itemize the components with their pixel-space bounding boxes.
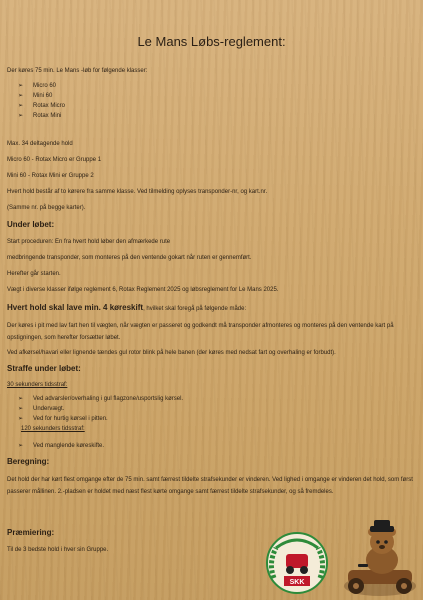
arrow-bullet-icon: ➢ [18,416,24,422]
scoring-text: Det hold der har kørt flest omgange efter de 75 min. samt færrest tildelte strafsekunder er vinderen. Ved lighed i omgange er vinderen det hold, som først passerer mållinen. 2.-pladsen er holdet med næst flest kørte omgange samt færrest tildelte strafsekunder, og så fremdeles. [7,477,413,495]
arrow-bullet-icon: ➢ [18,83,24,89]
scoring-heading: Beregning: [7,457,50,466]
class-item: ➢ Rotax Micro [18,103,66,109]
page-title: Le Mans Løbs-reglement: [137,34,286,49]
arrow-bullet-icon: ➢ [18,93,24,99]
info-line: Mini 60 - Rotax Mini er Gruppe 2 [7,173,94,179]
prize-text: Til de 3 bedste hold i hver sin Gruppe. [7,547,109,553]
under-line: medbringende transponder, som monteres på den ventende gokart når ruten er gennemført. [7,255,252,261]
penalty-120-list [18,441,104,451]
prize-heading: Præmiering: [7,528,55,537]
info-line: Max. 34 deltagende hold [7,141,73,147]
under-heading: Under løbet: [7,220,55,229]
intro-text: Der køres 75 min. Le Mans -løb for følgende klasser: [7,68,148,74]
penalty-item: ➢ Ved advarsler/overhaling i gul flagzone/usportslig kørsel. [18,396,184,402]
arrow-bullet-icon: ➢ [18,396,24,402]
arrow-bullet-icon: ➢ [18,406,24,412]
penalty-30-list [18,394,183,424]
penalty-item: ➢ Ved manglende køreskifte. [18,443,105,449]
stop-heading-tail: , hvilket skal foregå på følgende måde: [143,306,247,312]
club-logo [262,528,332,598]
class-item: ➢ Micro 60 [18,83,57,89]
penalty-120-label: 120 sekunders tidsstraf: [21,426,85,432]
mascot-logo [338,518,420,600]
under-line: Start proceduren: En fra hvert hold løber den afmærkede rute [7,239,171,245]
stop-text: Der køres i pit med lav fart hen til vægten, når vægten er passeret og godkendt må transponder afmonteres og monteres på den ventende kart på opstigningen, som herefter forsætter løbet. [7,323,394,341]
arrow-bullet-icon: ➢ [18,103,24,109]
under-line: Vægt i diverse klasser ifølge reglement 6, Rotax Reglement 2025 og løbsreglement for Le Mans 2025. [7,287,279,293]
crash-text: Ved afkørsel/havari eller lignende tændes gul rotor blink på hele banen (der køres med nedsat fart og overhaling er forbudt). [7,350,336,356]
stop-heading: Hvert hold skal lave min. 4 køreskift [7,303,144,312]
penalty-item: ➢ Undervægt. [18,406,65,412]
info-line: Micro 60 - Rotax Micro er Gruppe 1 [7,157,102,163]
info-line: Hvert hold består af to kørere fra samme klasse. Ved tilmelding oplyses transponder-nr, og kart.nr. [7,189,268,195]
stop-heading-line [7,304,246,313]
arrow-bullet-icon: ➢ [18,113,24,119]
under-line: Herefter går starten. [7,271,61,277]
class-item: ➢ Mini 60 [18,93,53,99]
penalty-30-label: 30 sekunders tidsstraf: [7,382,68,388]
penalty-item: ➢ Ved for hurtig kørsel i pitten. [18,416,108,422]
info-line: (Samme nr. på begge karter). [7,205,86,211]
arrow-bullet-icon: ➢ [18,443,24,449]
svg-text:SKK: SKK [289,579,305,586]
penalty-heading: Straffe under løbet: [7,364,81,373]
class-item: ➢ Rotax Mini [18,113,62,119]
class-list [18,81,65,121]
